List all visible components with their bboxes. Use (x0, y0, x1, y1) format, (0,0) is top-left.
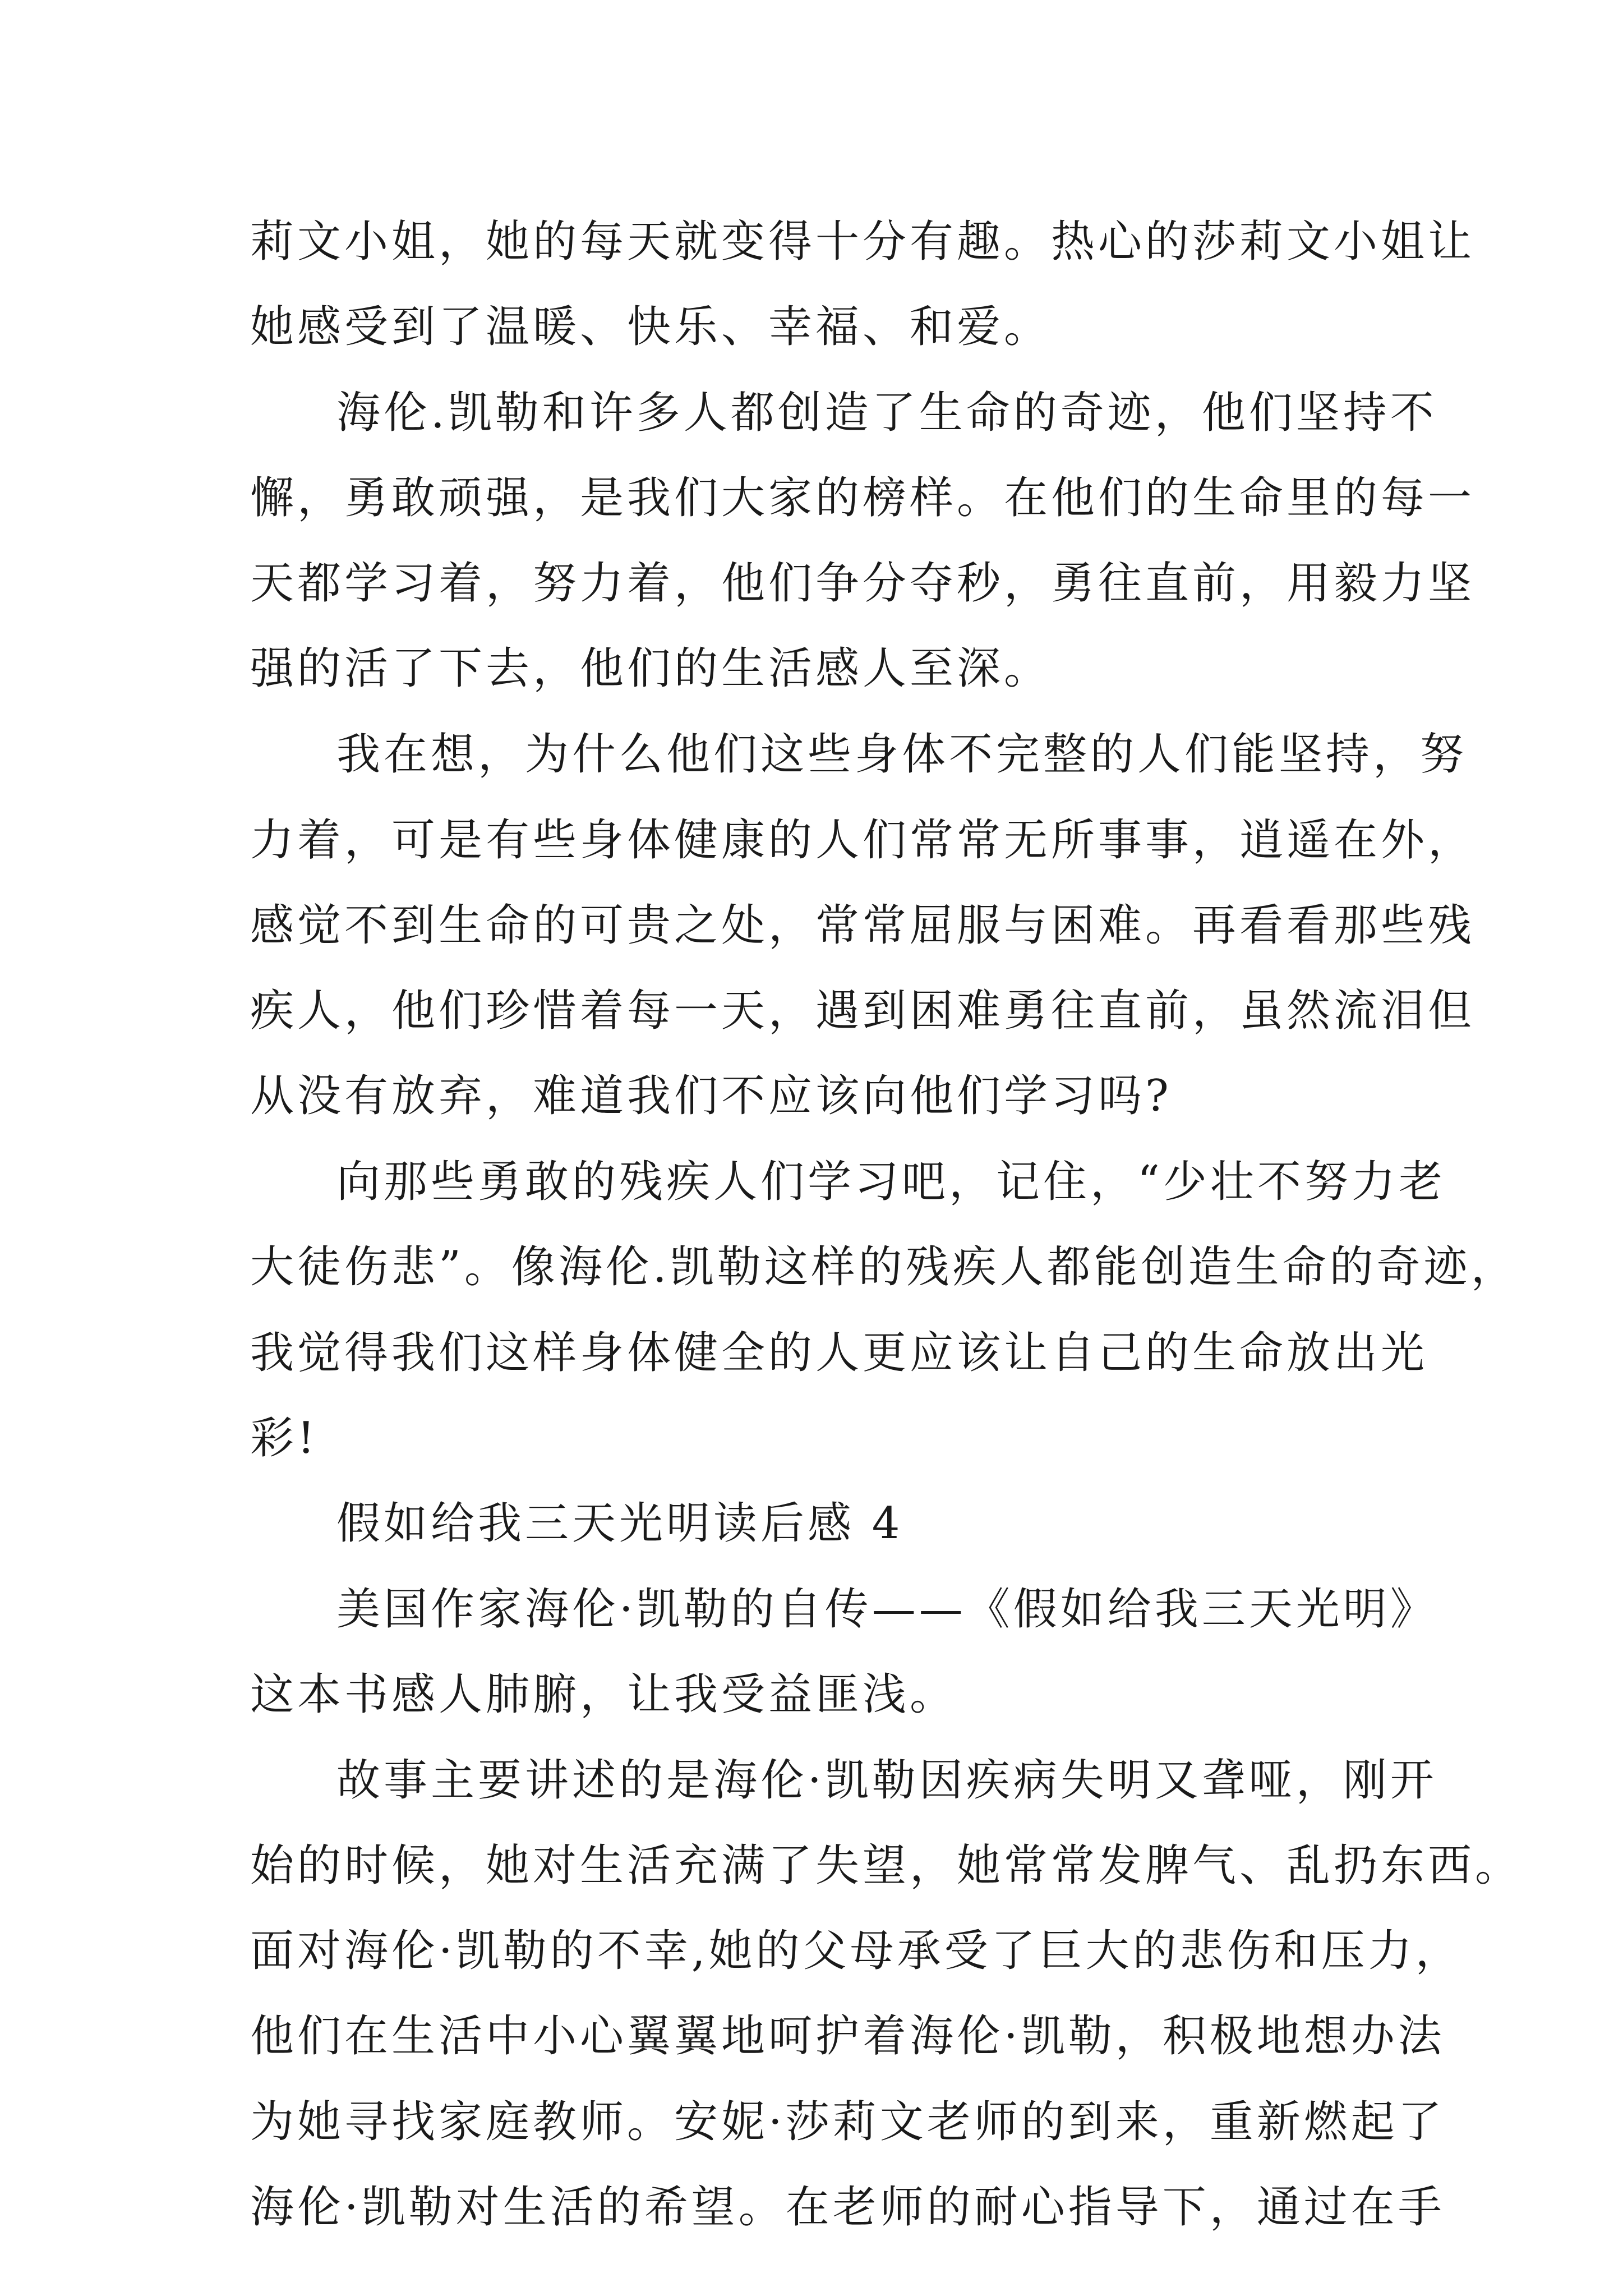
text-line: 感觉不到生命的可贵之处，常常屈服与困难。再看看那些残 (250, 900, 1476, 951)
paragraph-start-line: 美国作家海伦·凯勒的自传——《假如给我三天光明》 (336, 1584, 1437, 1635)
text-line: 从没有放弃，难道我们不应该向他们学习吗? (250, 1071, 1172, 1121)
text-line: 这本书感人肺腑，让我受益匪浅。 (250, 1669, 957, 1720)
text-line: 他们在生活中小心翼翼地呵护着海伦·凯勒，积极地想办法 (250, 2011, 1445, 2062)
text-line: 大徒伤悲”。像海伦.凯勒这样的残疾人都能创造生命的奇迹， (250, 1242, 1518, 1292)
text-line: 强的活了下去，他们的生活感人至深。 (250, 643, 1052, 694)
section-heading: 假如给我三天光明读后感 4 (336, 1498, 903, 1549)
text-line: 莉文小姐，她的每天就变得十分有趣。热心的莎莉文小姐让 (250, 217, 1476, 267)
text-line: 彩! (250, 1413, 319, 1464)
text-line: 懈，勇敢顽强，是我们大家的榜样。在他们的生命里的每一 (250, 473, 1476, 523)
text-line: 疾人，他们珍惜着每一天，遇到困难勇往直前，虽然流泪但 (250, 986, 1476, 1036)
paragraph-start-line: 故事主要讲述的是海伦·凯勒因疾病失明又聋哑，刚开 (336, 1755, 1437, 1806)
text-line: 面对海伦·凯勒的不幸,她的父母承受了巨大的悲伤和压力， (250, 1926, 1463, 1976)
text-line: 她感受到了温暖、快乐、幸福、和爱。 (250, 302, 1052, 352)
text-line: 始的时候，她对生活充满了失望，她常常发脾气、乱扔东西。 (250, 1841, 1523, 1891)
text-line: 力着，可是有些身体健康的人们常常无所事事，逍遥在外， (250, 815, 1476, 866)
text-line: 海伦·凯勒对生活的希望。在老师的耐心指导下，通过在手 (250, 2182, 1445, 2233)
paragraph-start-line: 海伦.凯勒和许多人都创造了生命的奇迹，他们坚持不 (336, 388, 1437, 438)
paragraph-start-line: 向那些勇敢的残疾人们学习吧，记住，“少壮不努力老 (336, 1157, 1446, 1207)
text-line: 为她寻找家庭教师。安妮·莎莉文老师的到来，重新燃起了 (250, 2097, 1445, 2147)
text-line: 天都学习着，努力着，他们争分夺秒，勇往直前，用毅力坚 (250, 558, 1476, 609)
paragraph-start-line: 我在想，为什么他们这些身体不完整的人们能坚持，努 (336, 729, 1468, 780)
text-line: 我觉得我们这样身体健全的人更应该让自己的生命放出光 (250, 1328, 1428, 1378)
